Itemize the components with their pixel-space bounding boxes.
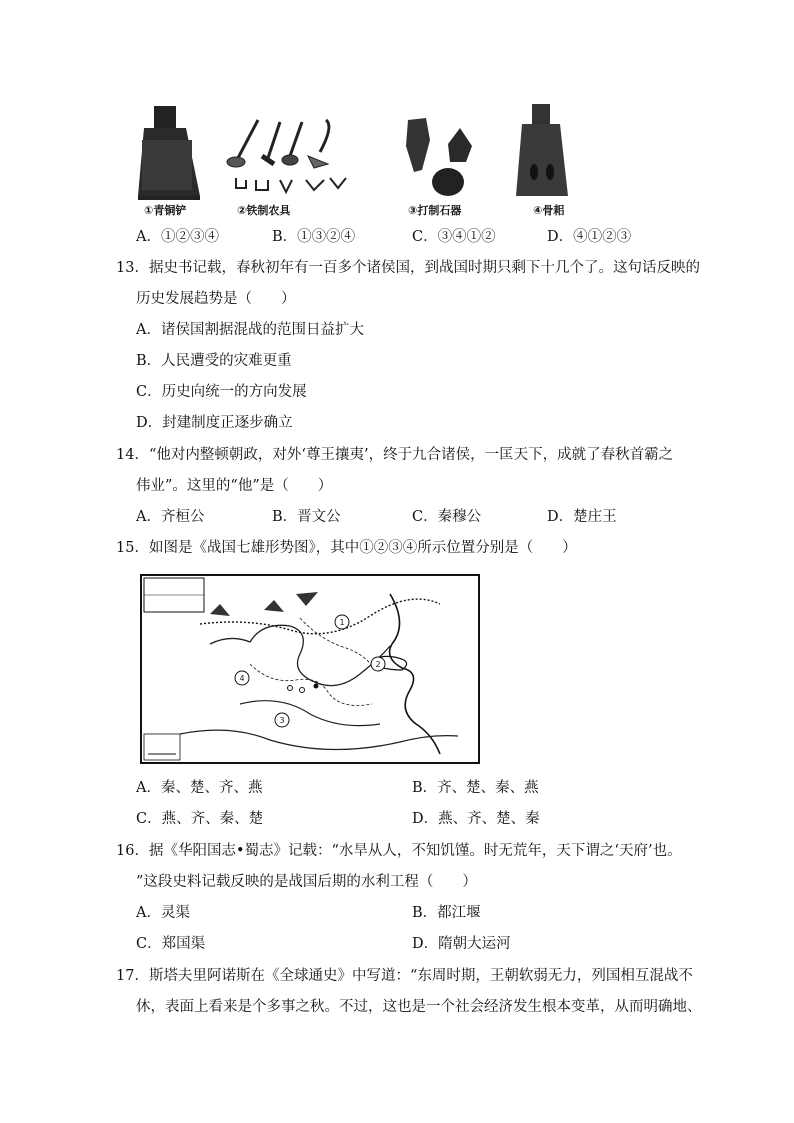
q14-option-d: D．楚庄王 bbox=[547, 509, 617, 525]
q12-option-c: C．③④①② bbox=[412, 229, 496, 245]
chipped-stone-icon bbox=[406, 118, 472, 196]
q16-option-d: D．隋朝大运河 bbox=[412, 936, 511, 952]
q17-stem-cont: 休，表面上看来是个多事之秋。不过，这也是一个社会经济发生根本变革，从而明确地、 bbox=[136, 999, 702, 1015]
q15-option-a: A．秦、楚、齐、燕 bbox=[136, 780, 263, 796]
svg-text:4: 4 bbox=[239, 674, 245, 683]
q16-option-a: A．灵渠 bbox=[136, 905, 190, 921]
map-marker-4 bbox=[235, 671, 249, 685]
q15-option-b: B．齐、楚、秦、燕 bbox=[412, 780, 539, 796]
q12-option-a: A．①②③④ bbox=[136, 229, 219, 245]
q14-option-a: A．齐桓公 bbox=[136, 509, 205, 525]
svg-text:2: 2 bbox=[375, 660, 381, 669]
svg-text:3: 3 bbox=[279, 716, 285, 725]
q15-option-c: C．燕、齐、秦、楚 bbox=[136, 811, 264, 827]
figure-label: ③打制石器 bbox=[408, 204, 462, 217]
map-marker-3 bbox=[275, 713, 289, 727]
svg-text:1: 1 bbox=[339, 618, 345, 627]
map-marker-1 bbox=[335, 615, 349, 629]
q16-option-c: C．郑国渠 bbox=[136, 936, 206, 952]
q15-stem: 15．如图是《战国七雄形势图》，其中①②③④所示位置分别是（ ） bbox=[116, 540, 577, 556]
warring-states-map bbox=[140, 574, 480, 764]
q13-option-a: A．诸侯国割据混战的范围日益扩大 bbox=[136, 322, 364, 338]
q13-stem: 13．据史书记载，春秋初年有一百多个诸侯国，到战国时期只剩下十几个了。这句话反映的 bbox=[116, 260, 700, 276]
iron-tools-icon bbox=[227, 120, 346, 192]
q16-stem-cont: ”这段史料记载反映的是战国后期的水利工程（ ） bbox=[136, 874, 477, 890]
q17-stem: 17．斯塔夫里阿诺斯在《全球通史》中写道：“东周时期，王朝软弱无力，列国相互混战不 bbox=[116, 968, 693, 984]
figure-label: ①青铜铲 bbox=[144, 204, 187, 217]
q14-option-c: C．秦穆公 bbox=[412, 509, 482, 525]
q13-option-d: D．封建制度正逐步确立 bbox=[136, 415, 293, 431]
q13-stem-cont: 历史发展趋势是（ ） bbox=[136, 291, 296, 307]
map-marker-2 bbox=[371, 657, 385, 671]
q12-option-d: D．④①②③ bbox=[547, 229, 632, 245]
q14-option-b: B．晋文公 bbox=[272, 509, 341, 525]
q16-stem: 16．据《华阳国志•蜀志》记载：“水旱从人，不知饥馑。时无荒年，天下谓之‘天府’也。 bbox=[116, 843, 682, 859]
figure-label: ②铁制农具 bbox=[237, 204, 291, 217]
artifact-figures bbox=[130, 100, 600, 220]
figure-label: ④骨耜 bbox=[533, 204, 565, 217]
q12-option-b: B．①③②④ bbox=[272, 229, 356, 245]
q13-option-b: B．人民遭受的灾难更重 bbox=[136, 353, 292, 369]
q15-option-d: D．燕、齐、楚、秦 bbox=[412, 811, 540, 827]
bronze-shovel-icon bbox=[138, 106, 200, 200]
q14-stem-cont: 伟业”。这里的“他”是（ ） bbox=[136, 478, 333, 494]
q16-option-b: B．都江堰 bbox=[412, 905, 481, 921]
q13-option-c: C．历史向统一的方向发展 bbox=[136, 384, 307, 400]
bone-spade-icon bbox=[516, 104, 568, 196]
q14-stem: 14．“他对内整顿朝政，对外‘尊王攘夷’，终于九合诸侯，一匡天下，成就了春秋首霸之 bbox=[116, 447, 674, 463]
